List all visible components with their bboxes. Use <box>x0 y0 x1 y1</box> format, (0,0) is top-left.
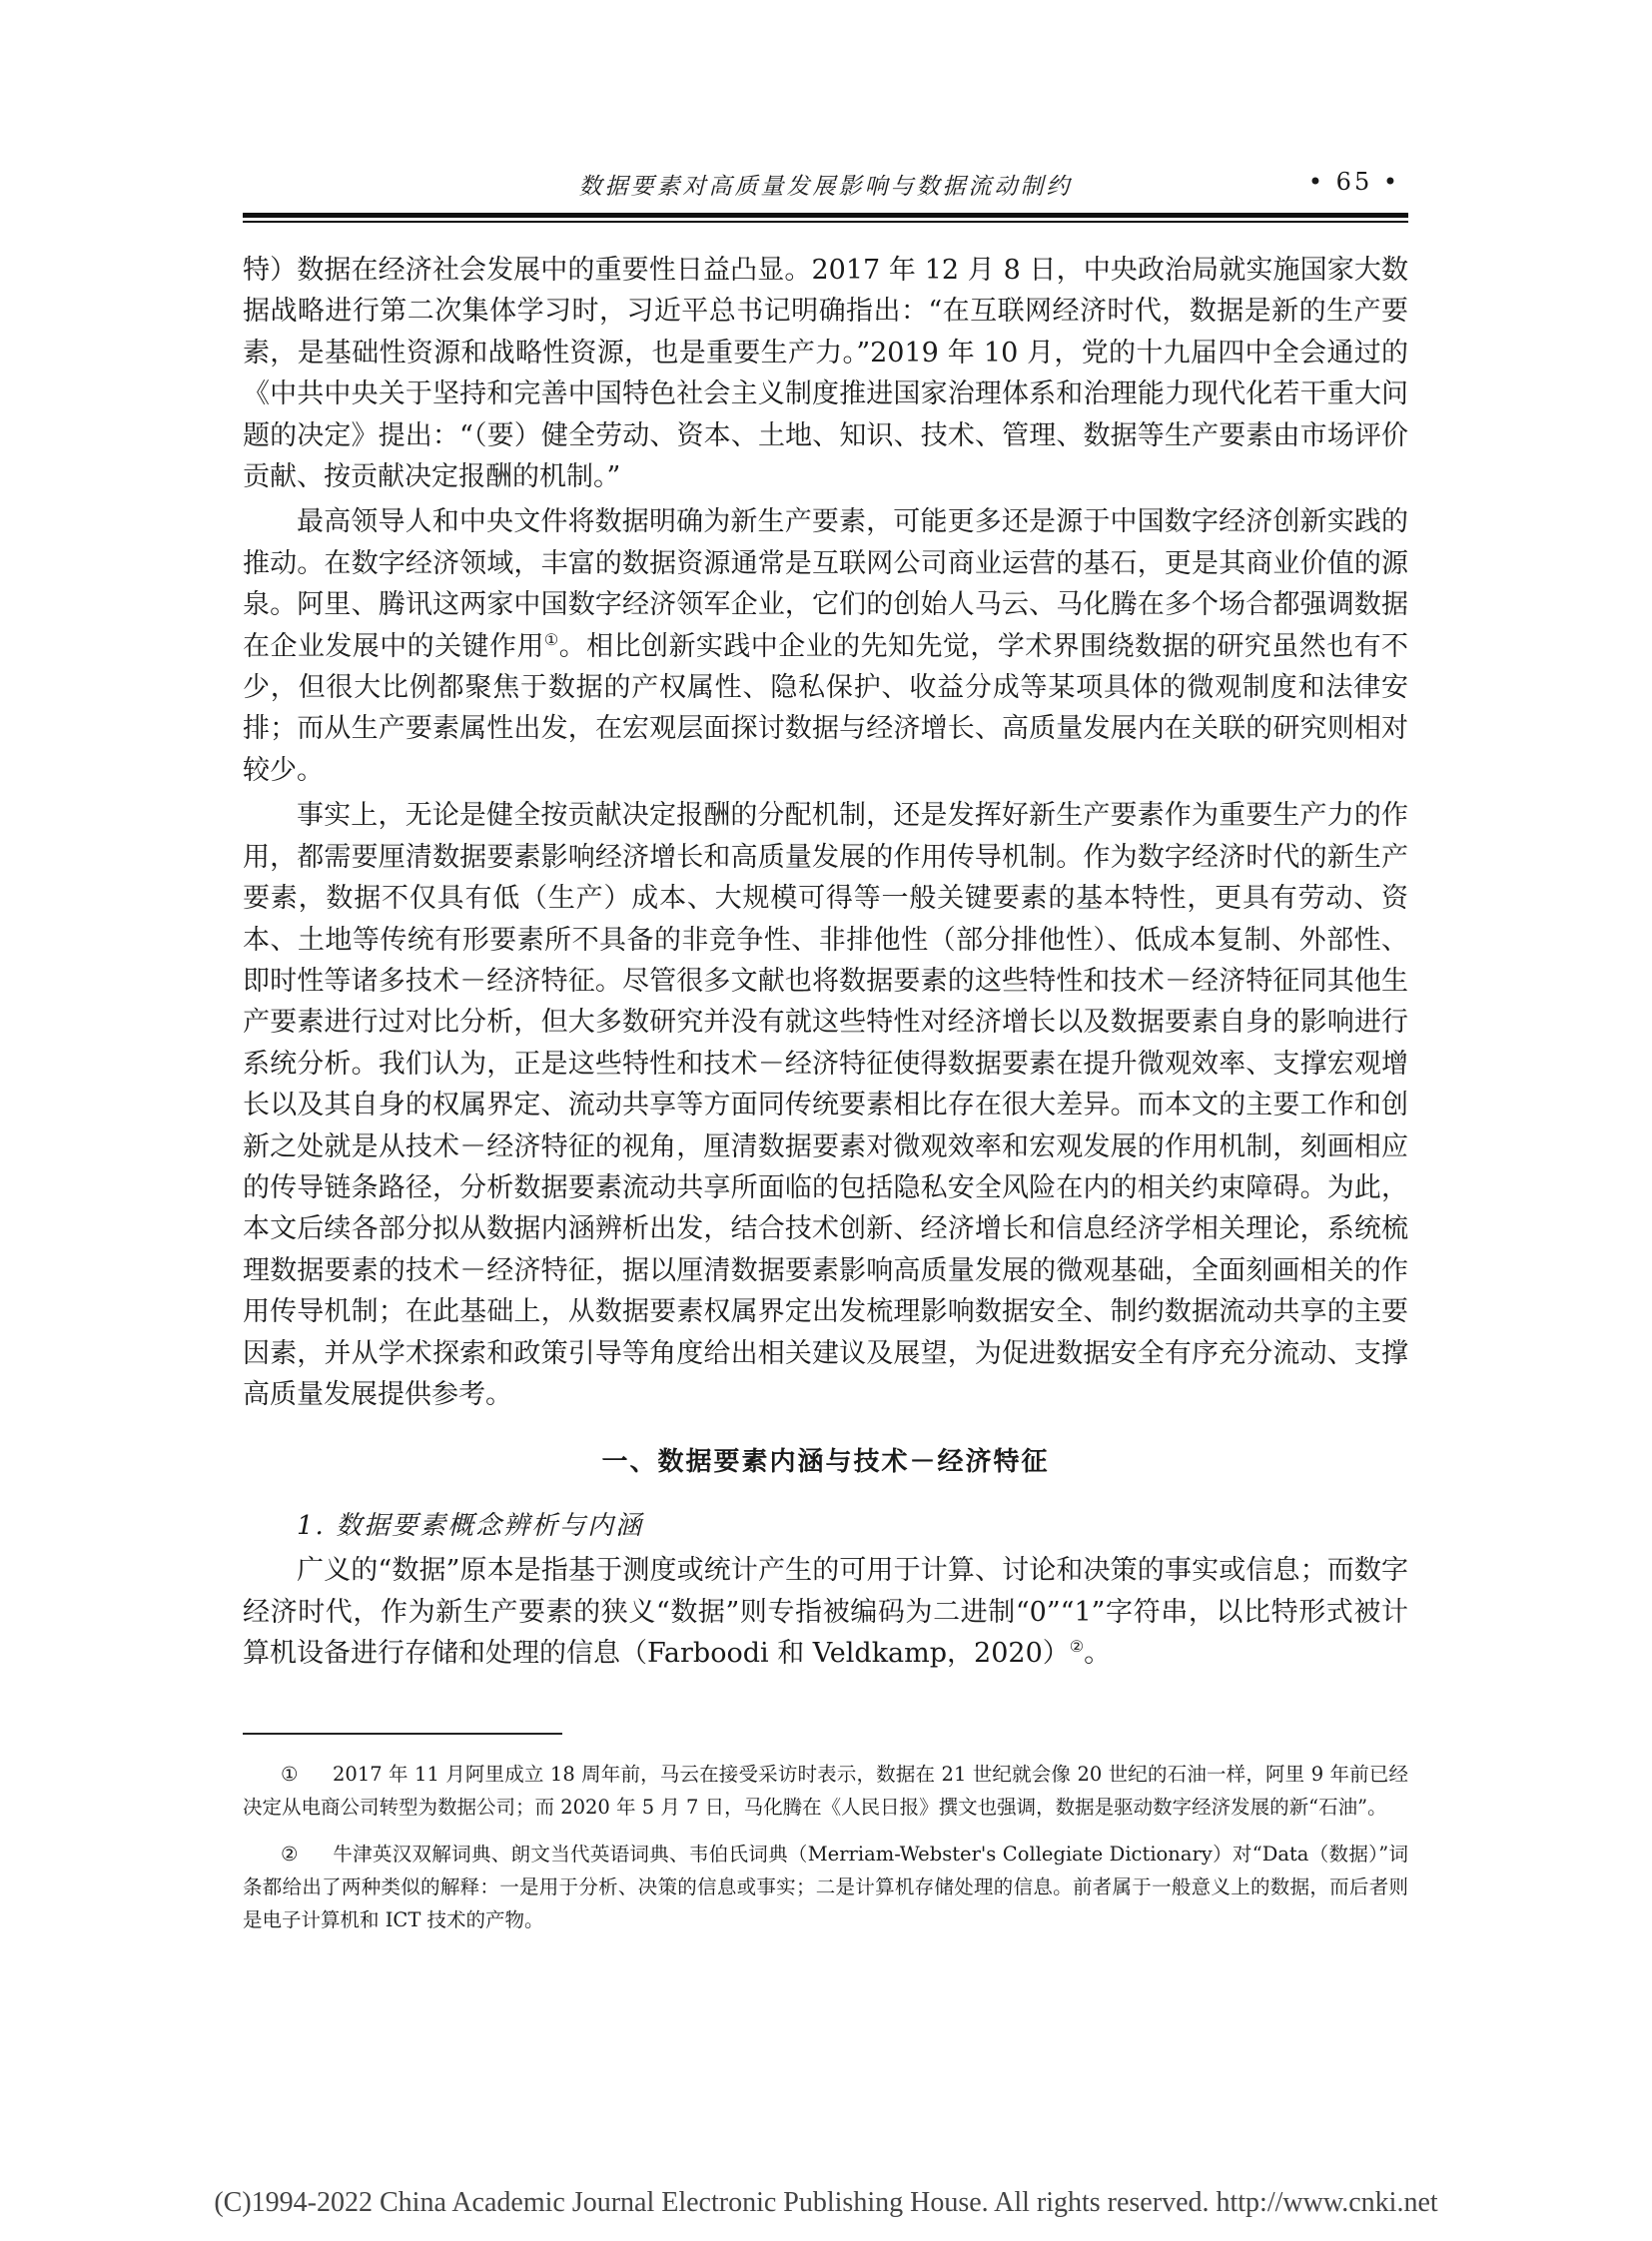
paragraph-text: 。相比创新实践中企业的先知先觉，学术界围绕数据的研究虽然也有不少，但很大比例都聚焦于数据的产权属性、隐私保护、收益分成等某项具体的微观制度和法律安排；而从生产要素属性出发，在宏观层面探讨数据与经济增长、高质量发展内在关联的研究则相对较少。 <box>243 630 1409 786</box>
subsection-heading: 1. 数据要素概念辨析与内涵 <box>297 1511 644 1542</box>
footnote-text: 2017 年 11 月阿里成立 18 周年前，马云在接受采访时表示，数据在 21 世纪就会像 20 世纪的石油一样，阿里 9 年前已经决定从电商公司转型为数据公司；而 2020 年 5 月 7 日，马化腾在《人民日报》撰文也强调，数据是驱动数字经济发展的新“石油”。 <box>243 1763 1408 1819</box>
paragraph: 事实上，无论是健全按贡献决定报酬的分配机制，还是发挥好新生产要素作为重要生产力的作用，都需要厘清数据要素影响经济增长和高质量发展的作用传导机制。作为数字经济时代的新生产要素，数据不仅具有低（生产）成本、大规模可得等一般关键要素的基本特性，更具有劳动、资本、土地等传统有形要素所不具备的非竞争性、非排他性（部分排他性）、低成本复制、外部性、即时性等诸多技术－经济特征。尽管很多文献也将数据要素的这些特性和技术－经济特征同其他生产要素进行过对比分析，但大多数研究并没有就这些特性对经济增长以及数据要素自身的影响进行系统分析。我们认为，正是这些特性和技术－经济特征使得数据要素在提升微观效率、支撑宏观增长以及其自身的权属界定、流动共享等方面同传统要素相比存在很大差异。而本文的主要工作和创新之处就是从技术－经济特征的视角，厘清数据要素对微观效率和宏观发展的作用机制，刻画相应的传导链条路径，分析数据要素流动共享所面临的包括隐私安全风险在内的相关约束障碍。为此，本文后续各部分拟从数据内涵辨析出发，结合技术创新、经济增长和信息经济学相关理论，系统梳理数据要素的技术－经济特征，据以厘清数据要素影响高质量发展的微观基础，全面刻画相关的作用传导机制；在此基础上，从数据要素权属界定出发梳理影响数据安全、制约数据流动共享的主要因素，并从学术探索和政策引导等角度给出相关建议及展望，为促进数据安全有序充分流动、支撑高质量发展提供参考。 <box>243 800 1408 1410</box>
footnote-mark: ② <box>281 1843 299 1866</box>
section-heading: 一、数据要素内涵与技术－经济特征 <box>601 1447 1050 1478</box>
paragraph-continued: 特）数据在经济社会发展中的重要性日益凸显。2017 年 12 月 8 日，中央政治局就实施国家大数据战略进行第二次集体学习时，习近平总书记明确指出：“在互联网经济时代，数据是新的生产要素，是基础性资源和战略性资源，也是重要生产力。”2019 年 10 月，党的十九届四中全会通过的《中共中央关于坚持和完善中国特色社会主义制度推进国家治理体系和治理能力现代化若干重大问题的决定》提出：“（要）健全劳动、资本、土地、知识、技术、管理、数据等生产要素由市场评价贡献、按贡献决定报酬的机制。” <box>243 255 1408 493</box>
paragraph <box>243 1550 1408 1674</box>
running-header <box>243 168 1408 208</box>
footnote-2 <box>243 1838 1408 1936</box>
footnote-mark: ① <box>281 1763 299 1786</box>
footnote-ref-2[interactable]: ② <box>1069 1637 1085 1657</box>
page-number: • 65 • <box>1307 168 1400 196</box>
footnote-text: 牛津英汉双解词典、朗文当代英语词典、韦伯氏词典（Merriam-Webster's Collegiate Dictionary）对“Data（数据）”词条都给出了两种类似的解释：一是用于分析、决策的信息或事实；二是计算机存储处理的信息。前者属于一般意义上的数据，而后者则是电子计算机和 ICT 技术的产物。 <box>243 1843 1408 1931</box>
footnote-separator <box>243 1733 562 1735</box>
running-title: 数据要素对高质量发展影响与数据流动制约 <box>578 174 1073 200</box>
footnote-1 <box>243 1758 1408 1824</box>
body-text <box>243 250 1408 1679</box>
footnotes <box>243 1758 1408 1950</box>
paragraph <box>243 501 1408 791</box>
footnote-ref-1[interactable]: ① <box>543 629 559 649</box>
paragraph-text: 广义的“数据”原本是指基于测度或统计产生的可用于计算、讨论和决策的事实或信息；而数字经济时代，作为新生产要素的狭义“数据”则专指被编码为二进制“0”“1”字符串，以比特形式被计算机设备进行存储和处理的信息（Farboodi 和 Veldkamp，2020） <box>243 1555 1408 1670</box>
copyright-notice: (C)1994-2022 China Academic Journal Electronic Publishing House. All rights reserved. http://www.cnki.net <box>214 2187 1438 2218</box>
paragraph-text: 最高领导人和中央文件将数据明确为新生产要素，可能更多还是源于中国数字经济创新实践的推动。在数字经济领域，丰富的数据资源通常是互联网公司商业运营的基石，更是其商业价值的源泉。阿里、腾讯这两家中国数字经济领军企业，它们的创始人马云、马化腾在多个场合都强调数据在企业发展中的关键作用 <box>243 506 1408 662</box>
paragraph-end: 。 <box>1084 1638 1112 1670</box>
header-rule-thick <box>243 213 1408 218</box>
header-rule-thin <box>243 221 1408 223</box>
